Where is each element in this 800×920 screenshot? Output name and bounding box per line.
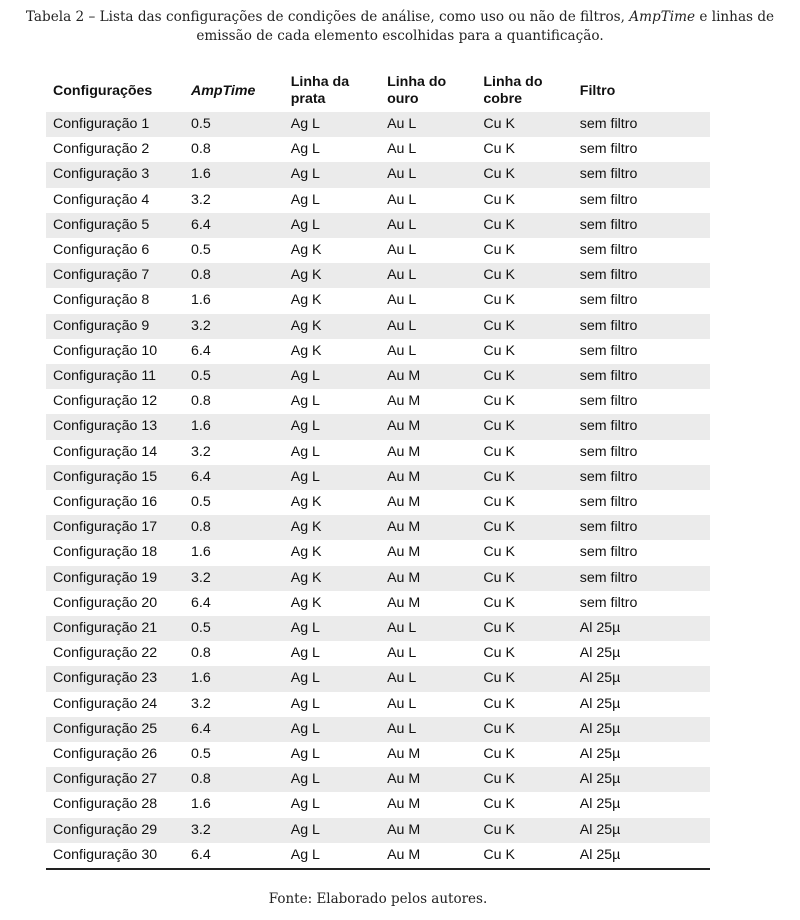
cell-linha-cobre: Cu K xyxy=(483,594,515,611)
cell-amptime: 6.4 xyxy=(190,342,211,359)
cell-linha-prata: Ag K xyxy=(290,292,322,309)
cell-amptime: 1.6 xyxy=(184,666,284,691)
cell-configuracao: Configuração 26 xyxy=(53,746,158,763)
cell-configuracao: Configuração 12 xyxy=(53,393,158,410)
cell-amptime: 3.2 xyxy=(184,566,284,591)
table-row xyxy=(46,263,710,288)
cell-linha-ouro: Au M xyxy=(387,393,421,410)
cell-filtro: sem filtro xyxy=(579,393,638,410)
cell-linha-cobre: Cu K xyxy=(476,162,572,187)
cell-configuracao: Configuração 6 xyxy=(53,242,150,259)
cell-linha-ouro: Au L xyxy=(380,112,476,137)
cell-configuracao: Configuração 16 xyxy=(53,494,158,511)
cell-filtro: sem filtro xyxy=(579,242,638,259)
cell-amptime: 1.6 xyxy=(190,796,211,813)
cell-amptime: 1.6 xyxy=(190,544,211,561)
cell-linha-prata: Ag L xyxy=(290,393,320,410)
table-row xyxy=(46,188,710,213)
cell-linha-ouro: Au M xyxy=(380,465,476,490)
cell-linha-cobre: Cu K xyxy=(476,364,572,389)
cell-amptime: 0.8 xyxy=(190,645,211,662)
cell-amptime: 1.6 xyxy=(190,292,211,309)
cell-linha-prata: Ag L xyxy=(284,364,380,389)
cell-linha-prata: Ag L xyxy=(284,666,380,691)
cell-linha-prata: Ag L xyxy=(284,465,380,490)
cell-amptime: 6.4 xyxy=(184,465,284,490)
cell-linha-cobre: Cu K xyxy=(483,393,515,410)
cell-linha-prata: Ag L xyxy=(284,717,380,742)
cell-linha-prata: Ag L xyxy=(284,818,380,843)
table-row xyxy=(46,314,710,339)
cell-filtro: sem filtro xyxy=(579,494,638,511)
cell-linha-ouro: Au L xyxy=(380,162,476,187)
header-amptime: AmpTime xyxy=(190,82,256,99)
cell-amptime: 1.6 xyxy=(184,162,284,187)
cell-configuracao: Configuração 10 xyxy=(53,342,158,359)
cell-linha-ouro: Au M xyxy=(387,494,421,511)
cell-amptime: 0.5 xyxy=(190,746,211,763)
cell-filtro: sem filtro xyxy=(579,544,638,561)
table-row xyxy=(46,364,710,389)
cell-linha-cobre: Cu K xyxy=(483,494,515,511)
cell-filtro: Al 25µ xyxy=(573,843,710,869)
cell-linha-ouro: Au L xyxy=(380,717,476,742)
cell-configuracao: Configuração 29 xyxy=(46,818,184,843)
caption-text-a: Tabela 2 – Lista das configurações de condições de análise, como uso ou não de filtros, xyxy=(25,9,630,25)
cell-filtro: Al 25µ xyxy=(579,796,621,813)
cell-linha-cobre: Cu K xyxy=(476,717,572,742)
cell-amptime: 3.2 xyxy=(184,818,284,843)
table-row xyxy=(46,112,710,137)
table-row xyxy=(46,641,710,666)
cell-linha-prata: Ag K xyxy=(284,314,380,339)
header-filtro: Filtro xyxy=(579,82,616,99)
cell-amptime: 1.6 xyxy=(184,414,284,439)
table-row xyxy=(46,414,710,439)
cell-filtro: sem filtro xyxy=(579,342,638,359)
cell-linha-cobre: Cu K xyxy=(476,465,572,490)
cell-linha-prata: Ag L xyxy=(290,191,320,208)
table-row xyxy=(46,666,710,691)
cell-configuracao: Configuração 11 xyxy=(46,364,184,389)
cell-configuracao: Configuração 8 xyxy=(53,292,150,309)
cell-amptime: 0.5 xyxy=(184,616,284,641)
table-row xyxy=(46,213,710,238)
cell-amptime: 0.8 xyxy=(190,393,211,410)
cell-configuracao: Configuração 25 xyxy=(46,717,184,742)
table-header-row xyxy=(46,70,710,112)
table-row xyxy=(46,162,710,187)
header-linha-cobre: Linha do cobre xyxy=(483,74,543,107)
cell-amptime: 6.4 xyxy=(184,843,284,869)
cell-linha-prata: Ag L xyxy=(284,112,380,137)
cell-configuracao: Configuração 23 xyxy=(46,666,184,691)
cell-configuracao: Configuração 15 xyxy=(46,465,184,490)
cell-configuracao: Configuração 20 xyxy=(53,594,158,611)
cell-linha-ouro: Au M xyxy=(380,818,476,843)
cell-linha-cobre: Cu K xyxy=(483,695,515,712)
cell-filtro: sem filtro xyxy=(573,314,710,339)
table-row xyxy=(46,792,710,817)
cell-amptime: 0.5 xyxy=(190,494,211,511)
cell-linha-cobre: Cu K xyxy=(476,112,572,137)
header-linha-prata: Linha da prata xyxy=(290,74,350,107)
cell-linha-prata: Ag L xyxy=(284,767,380,792)
cell-configuracao: Configuração 28 xyxy=(53,796,158,813)
cell-linha-prata: Ag L xyxy=(290,746,320,763)
cell-linha-ouro: Au M xyxy=(380,566,476,591)
cell-filtro: sem filtro xyxy=(573,566,710,591)
cell-filtro: sem filtro xyxy=(573,515,710,540)
table-row xyxy=(46,692,710,717)
cell-linha-ouro: Au L xyxy=(387,695,417,712)
cell-filtro: sem filtro xyxy=(573,364,710,389)
cell-filtro: sem filtro xyxy=(573,263,710,288)
cell-amptime: 3.2 xyxy=(190,695,211,712)
cell-linha-prata: Ag K xyxy=(284,566,380,591)
cell-configuracao: Configuração 5 xyxy=(46,213,184,238)
cell-filtro: sem filtro xyxy=(573,112,710,137)
cell-configuracao: Configuração 1 xyxy=(46,112,184,137)
cell-filtro: sem filtro xyxy=(579,292,638,309)
table-caption xyxy=(20,8,780,46)
cell-linha-ouro: Au L xyxy=(387,242,417,259)
cell-linha-prata: Ag K xyxy=(290,594,322,611)
cell-configuracao: Configuração 7 xyxy=(46,263,184,288)
cell-linha-ouro: Au L xyxy=(380,213,476,238)
table-row xyxy=(46,717,710,742)
table-row xyxy=(46,515,710,540)
cell-linha-prata: Ag K xyxy=(290,342,322,359)
table-row xyxy=(46,288,710,313)
cell-linha-ouro: Au M xyxy=(387,746,421,763)
table-row xyxy=(46,540,710,565)
cell-linha-cobre: Cu K xyxy=(483,796,515,813)
cell-linha-prata: Ag K xyxy=(290,242,322,259)
cell-amptime: 0.5 xyxy=(184,364,284,389)
cell-linha-prata: Ag L xyxy=(290,645,320,662)
cell-linha-ouro: Au M xyxy=(387,544,421,561)
cell-linha-prata: Ag L xyxy=(290,443,320,460)
cell-linha-prata: Ag L xyxy=(284,414,380,439)
cell-configuracao: Configuração 17 xyxy=(46,515,184,540)
cell-filtro: sem filtro xyxy=(579,191,638,208)
cell-linha-ouro: Au M xyxy=(380,414,476,439)
cell-linha-cobre: Cu K xyxy=(483,191,515,208)
cell-linha-cobre: Cu K xyxy=(476,666,572,691)
cell-linha-cobre: Cu K xyxy=(476,515,572,540)
cell-linha-ouro: Au L xyxy=(387,191,417,208)
caption-text-b: e linhas de xyxy=(695,9,775,25)
cell-linha-ouro: Au L xyxy=(387,292,417,309)
table-row xyxy=(46,767,710,792)
cell-linha-ouro: Au M xyxy=(380,843,476,869)
cell-linha-cobre: Cu K xyxy=(476,818,572,843)
cell-configuracao: Configuração 30 xyxy=(46,843,184,869)
cell-filtro: Al 25µ xyxy=(573,818,710,843)
cell-amptime: 0.5 xyxy=(190,242,211,259)
cell-filtro: Al 25µ xyxy=(573,717,710,742)
cell-linha-cobre: Cu K xyxy=(476,213,572,238)
cell-configuracao: Configuração 13 xyxy=(46,414,184,439)
cell-linha-cobre: Cu K xyxy=(483,746,515,763)
cell-linha-ouro: Au M xyxy=(387,594,421,611)
cell-filtro: sem filtro xyxy=(573,465,710,490)
table-row xyxy=(46,818,710,843)
configurations-table xyxy=(46,70,710,870)
cell-configuracao: Configuração 18 xyxy=(53,544,158,561)
cell-linha-cobre: Cu K xyxy=(476,414,572,439)
table-row xyxy=(46,389,710,414)
cell-configuracao: Configuração 2 xyxy=(53,141,150,158)
cell-filtro: sem filtro xyxy=(579,594,638,611)
cell-linha-prata: Ag L xyxy=(290,141,320,158)
cell-linha-ouro: Au M xyxy=(380,767,476,792)
cell-linha-ouro: Au M xyxy=(387,443,421,460)
cell-linha-cobre: Cu K xyxy=(483,544,515,561)
cell-linha-prata: Ag K xyxy=(284,515,380,540)
cell-filtro: Al 25µ xyxy=(579,645,621,662)
cell-linha-ouro: Au M xyxy=(380,364,476,389)
cell-linha-prata: Ag L xyxy=(290,695,320,712)
cell-linha-cobre: Cu K xyxy=(483,443,515,460)
cell-configuracao: Configuração 9 xyxy=(46,314,184,339)
source-note: Fonte: Elaborado pelos autores. xyxy=(268,891,488,907)
table-row xyxy=(46,591,710,616)
cell-amptime: 0.8 xyxy=(184,263,284,288)
cell-amptime: 6.4 xyxy=(184,213,284,238)
cell-linha-ouro: Au M xyxy=(387,796,421,813)
cell-filtro: Al 25µ xyxy=(579,746,621,763)
cell-filtro: sem filtro xyxy=(573,213,710,238)
table-row xyxy=(46,238,710,263)
cell-filtro: Al 25µ xyxy=(573,666,710,691)
cell-configuracao: Configuração 27 xyxy=(46,767,184,792)
cell-configuracao: Configuração 22 xyxy=(53,645,158,662)
cell-linha-prata: Ag L xyxy=(284,843,380,869)
cell-linha-cobre: Cu K xyxy=(483,242,515,259)
cell-filtro: sem filtro xyxy=(579,443,638,460)
caption-amptime: AmpTime xyxy=(629,9,696,25)
table-row xyxy=(46,843,710,869)
cell-linha-prata: Ag L xyxy=(290,796,320,813)
cell-linha-ouro: Au L xyxy=(380,263,476,288)
cell-linha-cobre: Cu K xyxy=(476,767,572,792)
cell-linha-ouro: Au L xyxy=(380,616,476,641)
cell-configuracao: Configuração 19 xyxy=(46,566,184,591)
cell-linha-cobre: Cu K xyxy=(483,645,515,662)
table-row xyxy=(46,616,710,641)
cell-linha-cobre: Cu K xyxy=(483,141,515,158)
cell-linha-cobre: Cu K xyxy=(483,342,515,359)
cell-filtro: sem filtro xyxy=(573,414,710,439)
cell-amptime: 3.2 xyxy=(184,314,284,339)
table-body xyxy=(46,112,710,869)
cell-linha-prata: Ag L xyxy=(284,616,380,641)
cell-linha-ouro: Au L xyxy=(387,342,417,359)
cell-amptime: 3.2 xyxy=(190,443,211,460)
cell-linha-prata: Ag L xyxy=(284,162,380,187)
cell-amptime: 6.4 xyxy=(190,594,211,611)
cell-linha-prata: Ag K xyxy=(284,263,380,288)
cell-configuracao: Configuração 14 xyxy=(53,443,158,460)
cell-filtro: sem filtro xyxy=(579,141,638,158)
cell-linha-ouro: Au L xyxy=(380,314,476,339)
cell-configuracao: Configuração 4 xyxy=(53,191,150,208)
cell-filtro: Al 25µ xyxy=(579,695,621,712)
cell-linha-cobre: Cu K xyxy=(476,616,572,641)
cell-linha-cobre: Cu K xyxy=(476,314,572,339)
cell-linha-ouro: Au L xyxy=(380,666,476,691)
cell-linha-prata: Ag K xyxy=(290,544,322,561)
cell-linha-prata: Ag K xyxy=(290,494,322,511)
cell-amptime: 3.2 xyxy=(190,191,211,208)
cell-amptime: 6.4 xyxy=(184,717,284,742)
cell-amptime: 0.8 xyxy=(184,767,284,792)
cell-linha-cobre: Cu K xyxy=(483,292,515,309)
cell-linha-ouro: Au L xyxy=(387,645,417,662)
header-linha-ouro: Linha do ouro xyxy=(387,74,447,107)
cell-amptime: 0.8 xyxy=(184,515,284,540)
table-row xyxy=(46,137,710,162)
cell-linha-ouro: Au M xyxy=(380,515,476,540)
cell-configuracao: Configuração 21 xyxy=(46,616,184,641)
cell-filtro: Al 25µ xyxy=(573,616,710,641)
cell-configuracao: Configuração 24 xyxy=(53,695,158,712)
table-row xyxy=(46,742,710,767)
cell-filtro: Al 25µ xyxy=(573,767,710,792)
table-row xyxy=(46,339,710,364)
cell-amptime: 0.8 xyxy=(190,141,211,158)
cell-amptime: 0.5 xyxy=(184,112,284,137)
header-configuracoes: Configurações xyxy=(53,82,153,99)
table-row xyxy=(46,440,710,465)
cell-linha-cobre: Cu K xyxy=(476,263,572,288)
table-row xyxy=(46,490,710,515)
table-row xyxy=(46,566,710,591)
caption-line-2: emissão de cada elemento escolhidas para a quantificação. xyxy=(196,28,604,44)
cell-linha-ouro: Au L xyxy=(387,141,417,158)
cell-linha-prata: Ag L xyxy=(284,213,380,238)
cell-configuracao: Configuração 3 xyxy=(46,162,184,187)
cell-filtro: sem filtro xyxy=(573,162,710,187)
cell-linha-cobre: Cu K xyxy=(476,566,572,591)
table-row xyxy=(46,465,710,490)
cell-linha-cobre: Cu K xyxy=(476,843,572,869)
